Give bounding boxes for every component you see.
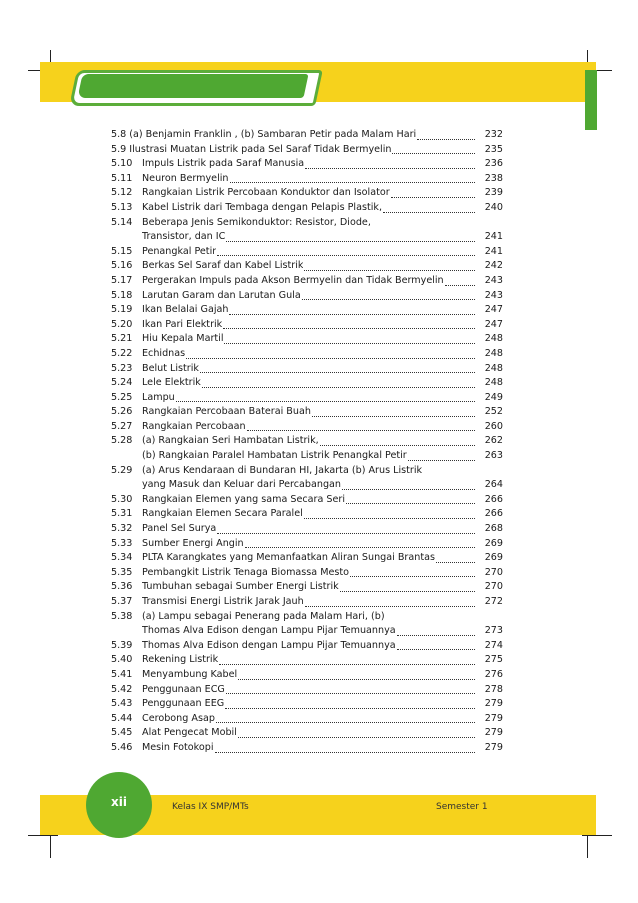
footer-semester-label: Semester 1 xyxy=(436,802,488,812)
toc-entry xyxy=(111,157,503,172)
toc-entry-title: yang Masuk dan Keluar dari Percabangan xyxy=(142,479,342,491)
toc-entry-page: 272 xyxy=(484,596,503,607)
toc-entry-page: 247 xyxy=(484,304,503,316)
toc-dot-leader xyxy=(408,459,475,461)
toc-entry xyxy=(111,347,503,362)
toc-entry-number: 5.20 xyxy=(111,318,133,330)
toc-entry xyxy=(111,128,503,143)
toc-entry-title: Penangkal Petir xyxy=(142,245,217,257)
page-number: xii xyxy=(86,772,152,838)
toc-entry xyxy=(111,726,503,741)
toc-entry xyxy=(111,332,503,347)
toc-entry xyxy=(111,289,503,304)
toc-entry-page: 278 xyxy=(484,683,503,695)
toc-entry-number: 5.30 xyxy=(111,493,133,505)
toc-entry xyxy=(111,537,503,552)
toc-entry-title: (a) Rangkaian Seri Hambatan Listrik, xyxy=(142,435,319,447)
toc-entry-title: Rangkaian Elemen yang sama Secara Seri xyxy=(142,493,346,505)
toc-entry-number: 5.36 xyxy=(111,581,133,593)
toc-entry-number: 5.41 xyxy=(111,668,133,680)
toc-entry-title: (a) Lampu sebagai Penerang pada Malam Hari, (b) xyxy=(142,610,385,622)
toc-dot-leader xyxy=(304,517,475,519)
toc-entry-title: Cerobong Asap xyxy=(142,712,215,724)
toc-entry-page: 232 xyxy=(484,129,503,140)
toc-entry-page: 260 xyxy=(484,420,503,432)
toc-entry-page: 236 xyxy=(484,158,503,170)
toc-entry-number: 5.26 xyxy=(111,406,133,418)
toc-dot-leader xyxy=(238,678,475,680)
toc-dot-leader xyxy=(372,226,475,227)
toc-entry-page: 274 xyxy=(484,639,503,651)
toc-entry xyxy=(111,362,503,377)
toc-entry-page: 243 xyxy=(484,289,503,301)
toc-entry xyxy=(111,143,503,158)
toc-entry xyxy=(111,580,503,595)
toc-dot-leader xyxy=(176,400,475,402)
toc-entry-title: Sumber Energi Angin xyxy=(142,537,244,549)
toc-entry-number: 5.19 xyxy=(111,304,133,316)
toc-dot-leader xyxy=(383,211,475,213)
toc-dot-leader xyxy=(226,240,475,242)
toc-entry-title: Rekening Listrik xyxy=(142,654,219,666)
toc-entry-page: 241 xyxy=(484,245,503,257)
toc-entry-title: Pergerakan Impuls pada Akson Bermyelin dan Tidak Bermyelin xyxy=(142,274,444,286)
toc-entry-number: 5.34 xyxy=(111,552,133,564)
toc-entry-title: Kabel Listrik dari Tembaga dengan Pelapis Plastik, xyxy=(142,201,383,213)
toc-entry-page: 247 xyxy=(484,318,503,330)
toc-dot-leader xyxy=(302,298,475,300)
toc-entry-number: 5.14 xyxy=(111,216,133,228)
toc-entry-title: Berkas Sel Saraf dan Kabel Listrik xyxy=(142,260,304,272)
toc-entry-number: 5.33 xyxy=(111,537,133,549)
toc-entry-title: Tumbuhan sebagai Sumber Energi Listrik xyxy=(142,581,339,593)
footer-class-label: Kelas IX SMP/MTs xyxy=(172,802,249,812)
toc-entry xyxy=(111,259,503,274)
toc-dot-leader xyxy=(215,751,476,753)
toc-entry-number: 5.17 xyxy=(111,274,133,286)
toc-entry-page: 269 xyxy=(484,537,503,549)
toc-dot-leader xyxy=(245,546,475,548)
toc-dot-leader xyxy=(305,167,475,169)
toc-entry-page: 243 xyxy=(484,274,503,286)
toc-dot-leader xyxy=(386,620,475,621)
toc-entry xyxy=(111,303,503,318)
toc-dot-leader xyxy=(342,488,475,490)
toc-entry-page: 240 xyxy=(484,201,503,213)
toc-dot-leader xyxy=(445,284,475,286)
toc-entry-number: 5.27 xyxy=(111,420,133,432)
toc-dot-leader xyxy=(229,313,475,315)
toc-entry-title: (a) Benjamin Franklin , (b) Sambaran Petir pada Malam Hari xyxy=(129,129,417,140)
toc-entry xyxy=(111,245,503,260)
toc-dot-leader xyxy=(340,590,475,592)
toc-entry xyxy=(111,478,503,493)
toc-entry xyxy=(111,449,503,464)
toc-entry-number: 5.12 xyxy=(111,187,133,199)
toc-entry xyxy=(111,172,503,187)
toc-entry-title: Larutan Garam dan Larutan Gula xyxy=(142,289,301,301)
toc-entry-title: Hiu Kepala Martil xyxy=(142,333,224,345)
toc-entry-title: Ikan Belalai Gajah xyxy=(142,304,229,316)
toc-entry-number: 5.10 xyxy=(111,158,133,170)
toc-entry xyxy=(111,595,503,610)
toc-entry-number: 5.29 xyxy=(111,464,133,476)
header-tab xyxy=(77,74,308,98)
toc-entry xyxy=(111,405,503,420)
header-side-bar xyxy=(585,70,597,130)
toc-entry-number: 5.28 xyxy=(111,435,133,447)
toc-entry-title: Lampu xyxy=(142,391,175,403)
toc-entry-number: 5.18 xyxy=(111,289,133,301)
toc-entry-title: Beberapa Jenis Semikonduktor: Resistor, Diode, xyxy=(142,216,371,228)
toc-entry xyxy=(111,653,503,668)
toc-dot-leader xyxy=(217,254,475,256)
toc-entry-page: 279 xyxy=(484,698,503,710)
toc-dot-leader xyxy=(312,415,475,417)
toc-entry-page: 249 xyxy=(484,391,503,403)
toc-entry-page: 252 xyxy=(484,406,503,418)
toc-entry xyxy=(111,712,503,727)
toc-entry-title: Ikan Pari Elektrik xyxy=(142,318,223,330)
toc-entry-title: (b) Rangkaian Paralel Hambatan Listrik Penangkal Petir xyxy=(142,450,407,462)
toc-entry-title: Rangkaian Listrik Percobaan Konduktor dan Isolator xyxy=(142,187,390,199)
toc-entry-number: 5.22 xyxy=(111,347,133,359)
toc-dot-leader xyxy=(230,181,476,183)
toc-entry-number: 5.8 xyxy=(111,129,127,140)
table-of-figures xyxy=(111,128,503,756)
toc-entry-number: 5.23 xyxy=(111,362,133,374)
toc-entry-page: 262 xyxy=(484,435,503,447)
toc-dot-leader xyxy=(200,371,475,373)
toc-dot-leader xyxy=(216,721,475,723)
toc-entry-number: 5.31 xyxy=(111,508,133,520)
toc-entry-title: Transmisi Energi Listrik Jarak Jauh xyxy=(142,596,304,607)
toc-dot-leader xyxy=(397,634,475,636)
toc-entry-title: Menyambung Kabel xyxy=(142,668,238,680)
toc-dot-leader xyxy=(219,663,475,665)
toc-entry xyxy=(111,566,503,581)
toc-entry xyxy=(111,201,503,216)
toc-dot-leader xyxy=(392,152,475,154)
crop-mark-bottom-left-h xyxy=(28,835,58,836)
toc-dot-leader xyxy=(225,707,475,709)
toc-entry-title: Ilustrasi Muatan Listrik pada Sel Saraf Tidak Bermyelin xyxy=(129,143,392,155)
toc-entry-title: Rangkaian Percobaan xyxy=(142,420,246,432)
toc-entry-page: 264 xyxy=(484,479,503,491)
toc-entry-page: 266 xyxy=(484,508,503,520)
toc-dot-leader xyxy=(304,269,475,271)
toc-entry xyxy=(111,420,503,435)
toc-entry-title: Lele Elektrik xyxy=(142,377,201,389)
toc-entry-title: Neuron Bermyelin xyxy=(142,172,229,184)
toc-entry xyxy=(111,216,503,231)
toc-dot-leader xyxy=(238,736,475,738)
toc-entry-page: 248 xyxy=(484,333,503,345)
toc-entry-page: 279 xyxy=(484,741,503,753)
toc-entry-title: (a) Arus Kendaraan di Bundaran HI, Jakarta (b) Arus Listrik xyxy=(142,464,423,476)
toc-entry-title: PLTA Karangkates yang Memanfaatkan Aliran Sungai Brantas xyxy=(142,552,435,564)
toc-dot-leader xyxy=(391,196,475,198)
toc-entry-page: 279 xyxy=(484,712,503,724)
toc-dot-leader xyxy=(247,429,475,431)
toc-entry xyxy=(111,551,503,566)
toc-entry-number: 5.21 xyxy=(111,333,133,345)
toc-entry-page: 248 xyxy=(484,362,503,374)
toc-entry-number: 5.37 xyxy=(111,596,133,607)
toc-entry-number: 5.35 xyxy=(111,566,133,578)
toc-dot-leader xyxy=(350,575,475,577)
toc-entry-number: 5.39 xyxy=(111,639,133,651)
toc-entry-title: Echidnas xyxy=(142,347,186,359)
toc-entry xyxy=(111,186,503,201)
toc-entry xyxy=(111,464,503,479)
toc-entry xyxy=(111,493,503,508)
toc-entry-number: 5.16 xyxy=(111,260,133,272)
toc-entry-page: 276 xyxy=(484,668,503,680)
toc-dot-leader xyxy=(423,474,475,475)
toc-entry xyxy=(111,741,503,756)
toc-entry xyxy=(111,522,503,537)
toc-entry-number: 5.11 xyxy=(111,172,133,184)
toc-entry-number: 5.24 xyxy=(111,377,133,389)
toc-dot-leader xyxy=(397,648,475,650)
toc-entry-title: Penggunaan EEG xyxy=(142,698,225,710)
toc-entry xyxy=(111,697,503,712)
toc-dot-leader xyxy=(202,386,475,388)
toc-entry-page: 269 xyxy=(484,552,503,564)
toc-entry-title: Penggunaan ECG xyxy=(142,683,225,695)
toc-entry-page: 248 xyxy=(484,347,503,359)
toc-entry-page: 266 xyxy=(484,493,503,505)
toc-entry-page: 242 xyxy=(484,260,503,272)
toc-entry-page: 239 xyxy=(484,187,503,199)
toc-entry-page: 263 xyxy=(484,450,503,462)
toc-entry-page: 238 xyxy=(484,172,503,184)
toc-entry-number: 5.40 xyxy=(111,654,133,666)
toc-entry-page: 235 xyxy=(484,143,503,155)
toc-dot-leader xyxy=(223,327,475,329)
toc-entry-page: 275 xyxy=(484,654,503,666)
toc-entry-title: Rangkaian Elemen Secara Paralel xyxy=(142,508,303,520)
toc-dot-leader xyxy=(417,138,475,140)
toc-entry xyxy=(111,639,503,654)
toc-entry-title: Pembangkit Listrik Tenaga Biomassa Mesto xyxy=(142,566,350,578)
toc-entry-number: 5.38 xyxy=(111,610,133,622)
toc-entry xyxy=(111,318,503,333)
toc-entry xyxy=(111,668,503,683)
toc-entry-number: 5.32 xyxy=(111,523,133,535)
toc-entry-number: 5.42 xyxy=(111,683,133,695)
toc-entry-number: 5.13 xyxy=(111,201,133,213)
toc-dot-leader xyxy=(186,357,475,359)
toc-entry-number: 5.25 xyxy=(111,391,133,403)
toc-entry xyxy=(111,274,503,289)
toc-entry-title: Thomas Alva Edison dengan Lampu Pijar Temuannya xyxy=(142,639,396,651)
toc-entry-page: 270 xyxy=(484,566,503,578)
toc-entry-title: Mesin Fotokopi xyxy=(142,741,214,753)
toc-entry-title: Panel Sel Surya xyxy=(142,523,217,535)
toc-entry-number: 5.15 xyxy=(111,245,133,257)
toc-entry xyxy=(111,624,503,639)
toc-entry-number: 5.44 xyxy=(111,712,133,724)
toc-entry xyxy=(111,683,503,698)
toc-entry-page: 273 xyxy=(484,625,503,637)
toc-entry-number: 5.43 xyxy=(111,698,133,710)
toc-entry xyxy=(111,230,503,245)
toc-entry-number: 5.9 xyxy=(111,143,127,155)
toc-entry xyxy=(111,391,503,406)
toc-dot-leader xyxy=(320,444,475,446)
toc-dot-leader xyxy=(436,561,475,563)
toc-entry-page: 270 xyxy=(484,581,503,593)
toc-entry-page: 268 xyxy=(484,523,503,535)
toc-dot-leader xyxy=(305,605,475,607)
toc-entry-title: Thomas Alva Edison dengan Lampu Pijar Temuannya xyxy=(142,625,396,637)
toc-entry-page: 248 xyxy=(484,377,503,389)
toc-entry-title: Alat Pengecat Mobil xyxy=(142,727,237,739)
toc-dot-leader xyxy=(217,532,475,534)
toc-dot-leader xyxy=(224,342,475,344)
toc-entry xyxy=(111,434,503,449)
toc-entry xyxy=(111,507,503,522)
toc-dot-leader xyxy=(226,692,475,694)
toc-entry-number: 5.45 xyxy=(111,727,133,739)
toc-entry-page: 279 xyxy=(484,727,503,739)
toc-entry xyxy=(111,376,503,391)
toc-dot-leader xyxy=(346,502,475,504)
toc-entry-number: 5.46 xyxy=(111,741,133,753)
toc-entry-title: Belut Listrik xyxy=(142,362,199,374)
toc-entry-title: Rangkaian Percobaan Baterai Buah xyxy=(142,406,311,418)
toc-entry-title: Impuls Listrik pada Saraf Manusia xyxy=(142,158,305,170)
toc-entry-page: 241 xyxy=(484,231,503,243)
toc-entry-title: Transistor, dan IC xyxy=(142,231,226,243)
toc-entry xyxy=(111,610,503,625)
